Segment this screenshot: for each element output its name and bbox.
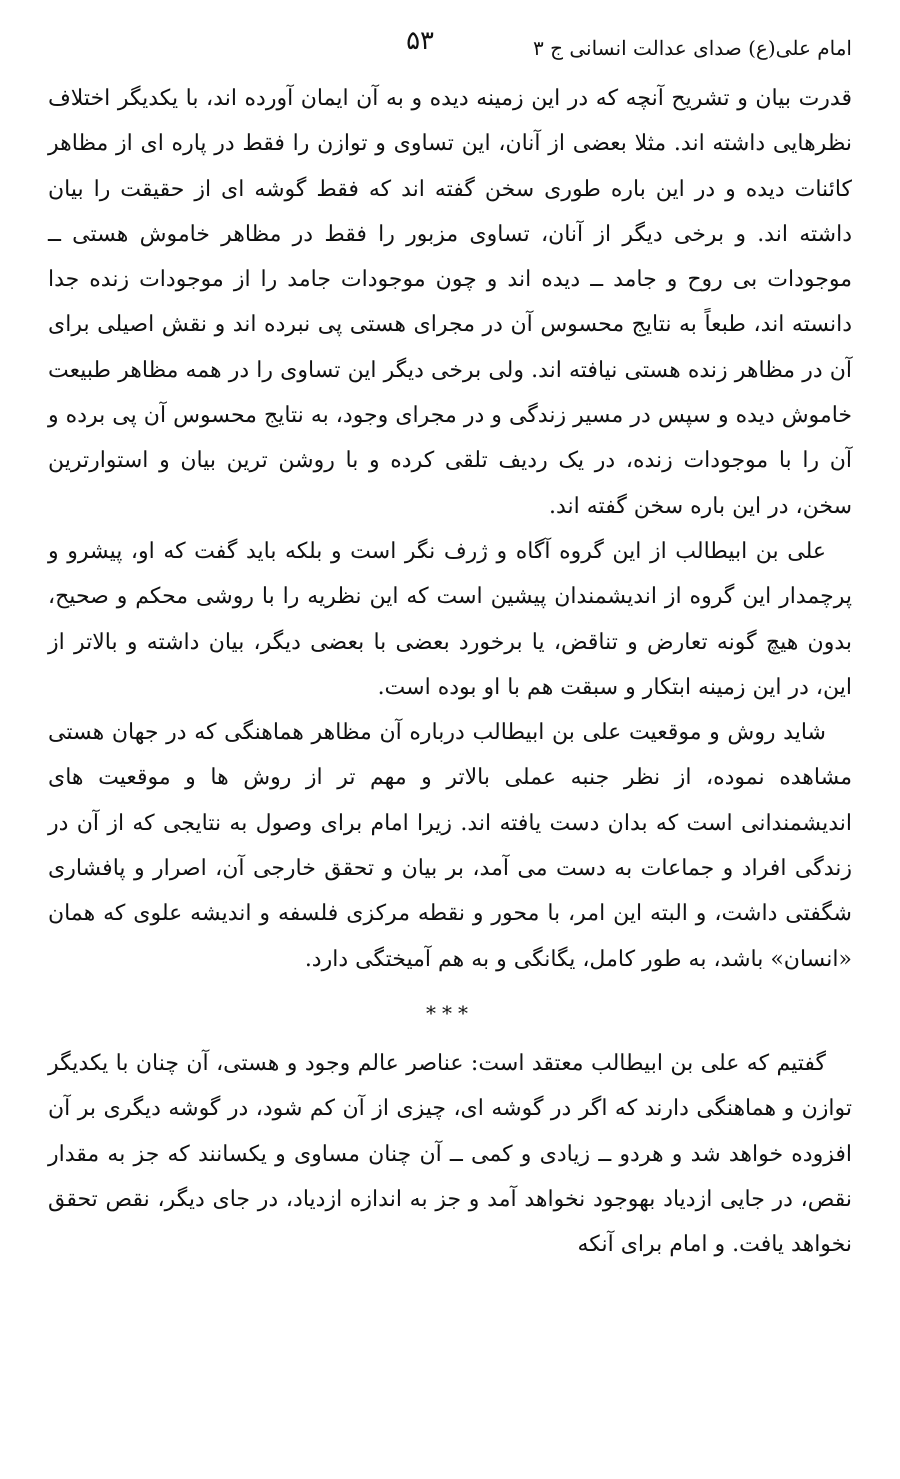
page-body (48, 76, 852, 1267)
paragraph: گفتیم که علی بن ابیطالب معتقد است: عناصر عالم وجود و هستی، آن چنان با یکدیگر توازن و هماهنگی دارند که اگر در گوشه ای، چیزی از آن کم شود، در گوشه دیگری بر آن افزوده خواهد شد و هردو ــ زیادی و کمی ــ آن چنان مساوی و یکسانند که جز به مقدار نقص، در جایی ازدیاد بهوجود نخواهد آمد و جز به اندازه ازدیاد، در جای دیگر، نقص تحقق نخواهد یافت. و امام برای آنکه (48, 1050, 852, 1258)
page-number: ۵۳ (406, 26, 434, 56)
paragraph: علی بن ابیطالب از این گروه آگاه و ژرف نگر است و بلکه باید گفت که او، پیشرو و پرچمدار این گروه از اندیشمندان پیشین است که این نظریه را با روشی محکم و صحیح، بدون هیچ گونه تعارض و تناقض، یا برخورد بعضی با بعضی دیگر، بیان داشته و بالاتر از این، در این زمینه ابتکار و سبقت هم با او بوده است. (48, 538, 852, 700)
book-title: امام علی(ع) صدای عدالت انسانی ج ۳ (532, 36, 852, 60)
section-separator: *** (426, 1000, 474, 1025)
running-header (48, 26, 852, 66)
paragraph: شاید روش و موقعیت علی بن ابیطالب درباره آن مظاهر هماهنگی که در جهان هستی مشاهده نموده، از نظر جنبه عملی بالاتر و مهم تر از روش ها و موقعیت های اندیشمندانی است که بدان دست یافته اند. زیرا امام برای وصول به نتایجی که از آن در زندگی افراد و جماعات به دست می آمد، بر بیان و تحقق خارجی آن، اصرار و پافشاری شگفتی داشت، و البته این امر، با محور و نقطه مرکزی فلسفه و اندیشه علوی که همان «انسان» باشد، به طور کامل، یگانگی و به هم آمیختگی دارد. (48, 720, 852, 972)
paragraph-continued: قدرت بیان و تشریح آنچه که در این زمینه دیده و به آن ایمان آورده اند، با یکدیگر اختلاف نظرهایی داشته اند. مثلا بعضی از آنان، این تساوی و توازن را فقط در پاره ای از مظاهر کائنات دیده و در این باره طوری سخن گفته اند که فقط گوشه ای از حقیقت را بیان داشته اند. و برخی دیگر از آنان، تساوی مزبور را فقط در مظاهر خاموش هستی ــ موجودات بی روح و جامد ــ دیده اند و چون موجودات جامد را از موجودات زنده جدا دانسته اند، طبعاً به نتایج محسوس آن در مجرای هستی پی نبرده اند و نقش اصیلی برای آن در مظاهر زنده هستی نیافته اند. ولی برخی دیگر این تساوی را در همه مظاهر طبیعت خاموش دیده و سپس در مسیر زندگی و در مجرای وجود، به نتایج محسوس آن پی برده و آن را با موجودات زنده، در یک ردیف تلقی کرده و با روشن ترین بیان و استوارترین سخن، در این باره سخن گفته اند. (48, 86, 852, 519)
